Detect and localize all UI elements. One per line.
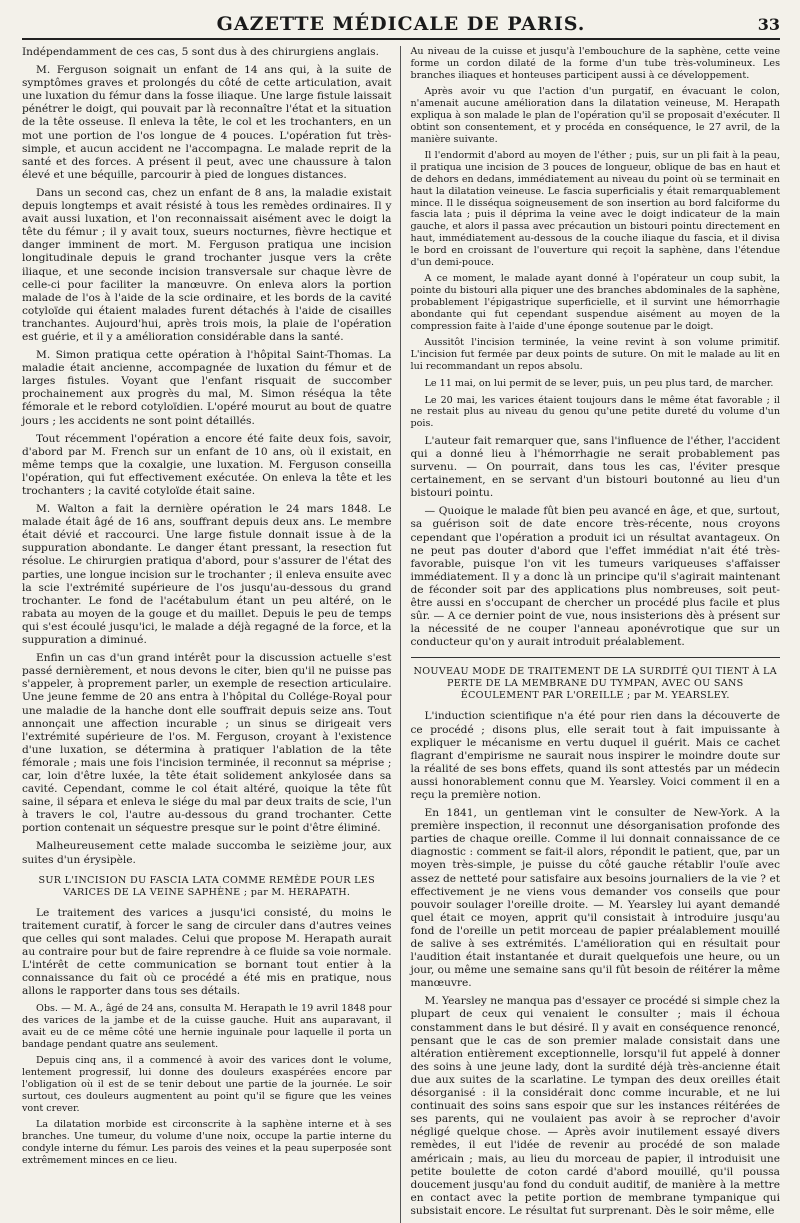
page-number: 33 [757,14,780,34]
journal-title: GAZETTE MÉDICALE DE PARIS. [216,13,586,35]
paragraph: Aussitôt l'incision terminée, la veine revint à son volume primitif. L'incision fut fermée par deux points de suture. On mit le malade au lit en lui recommandant un repos absolu. [410,337,780,372]
paragraph: Enfin un cas d'un grand intérêt pour la discussion actuelle s'est passé dernièrement, et nous devons le citer, bien qu'il ne puisse pas s'appeler, à proprement parler, un exemple de resection articulaire. Une jeune femme de 20 ans entra à l'hôpital du Collége-Royal pour une maladie de la hanche dont elle souffrait depuis seize ans. Tout annonçait une affection incurable ; un sinus se dirigeait vers l'extrémité supérieure de l'os. M. Ferguson, croyant à l'existence d'une luxation, se détermina à pratiquer l'ablation de la tête fémorale ; mais une fois l'incision terminée, il reconnut sa méprise ; car, loin d'être luxée, la tête était solidement ankylosée dans sa cavité. Cependant, comme le col était altéré, quoique la tête fût saine, il sépara et enleva le siége du mal par deux traits de scie, l'un à travers le col, l'autre au-dessous du grand trochanter. Cette portion contenait un séquestre presque sur le point d'être éliminé. [22,652,392,835]
paragraph: L'auteur fait remarquer que, sans l'influence de l'éther, l'accident qui a donné lieu à l'hémorrhagie ne serait probablement pas survenu. — On pourrait, dans tous les cas, l'éviter presque certainement, en se servant d'un bistouri boutonné au lieu d'un bistouri pointu. [410,434,780,500]
paragraph: L'induction scientifique n'a été pour rien dans la découverte de ce procédé ; disons plus, elle serait tout à fait impuissante à expliquer le mécanisme en vertu duquel il guérit. Mais ce cachet flagrant d'empirisme ne saurait nous inspirer le moindre doute sur la réalité de ses bons effets, quand ils sont attestés par un médecin aussi honorablement connu que M. Yearsley. Voici comment il en a reçu la première notion. [410,710,780,801]
paragraph: M. Yearsley ne manqua pas d'essayer ce procédé si simple chez la plupart de ceux qui venaient le consulter ; mais il échoua constamment dans le but désiré. Il y avait en conséquence renoncé, pensant que le cas de son premier malade consistait dans une altération entièrement exceptionnelle, lorsqu'il fut appelé à donner des soins à une jeune lady, dont la surdité déjà très-ancienne était due aux suites de la scarlatine. Le tympan des deux oreilles était désorganisé : il la considérait donc comme incurable, et ne lui continuait des soins sans espoir que sur les instances réitérées de ses parents, qui ne voulaient pas avoir à se reprocher d'avoir négligé quelque chose. — Après avoir inutilement essayé divers remèdes, il eut l'idée de revenir au procédé de son malade américain ; mais, au lieu du morceau de papier, il introduisit une petite boulette de coton cardé d'abord mouillé, qu'il poussa doucement jusqu'au fond du conduit auditif, de manière à la mettre en contact avec la petite portion de membrane tympanique qui subsistait encore. Le résultat fut surprenant. Dès le soir même, elle [410,995,780,1217]
paragraph: M. Ferguson soignait un enfant de 14 ans qui, à la suite de symptômes graves et prolongés du côté de cette articulation, avait une luxation du fémur dans la fosse iliaque. Une large fistule laissait pénétrer le doigt, qui pouvait par là reconnaître l'état et la situation de la tête osseuse. Il enleva la tête, le col et les trochanters, en un mot une portion de l'os longue de 4 pouces. L'opération fut très-simple, et aucun accident ne l'accompagna. Le malade reprit de la santé et des forces. A présent il peut, avec une chaussure à talon élevé et une béquille, parcourir à pied de longues distances. [22,64,392,181]
paragraph: Malheureusement cette malade succomba le seizième jour, aux suites d'un érysipèle. [22,840,392,866]
section-title: SUR L'INCISION DU FASCIA LATA COMME REMÈDE POUR LES VARICES DE LA VEINE SAPHÈNE ; par M. HERAPATH. [38,874,375,898]
paragraph: A ce moment, le malade ayant donné à l'opérateur un coup subit, la pointe du bistouri alla piquer une des branches abdominales de la saphène, probablement l'épigastrique superficielle, et il survint une hémorrhagie abondante qui fut cependant suspendue aisément au moyen de la compression faite à l'aide d'une éponge soutenue par le doigt. [410,273,780,332]
paragraph: Au niveau de la cuisse et jusqu'à l'embouchure de la saphène, cette veine forme un cordon dilaté de la forme d'un tube très-volumineux. Les branches iliaques et honteuses participent aussi à ce développement. [410,46,780,81]
section-title: NOUVEAU MODE DE TRAITEMENT DE LA SURDITÉ QUI TIENT À LA PERTE DE LA MEMBRANE DU TYMPAN, AVEC OU SANS ÉCOULEMENT PAR L'OREILLE ; par M. YEARSLEY. [413,666,777,702]
section-author: par M. HERAPATH. [250,886,351,898]
paragraph: Depuis cinq ans, il a commencé à avoir des varices dont le volume, lentement progressif, lui donne des douleurs exaspérées encore par l'obligation où il est de se tenir debout une partie de la journée. Le soir surtout, ces douleurs augmentent au point qu'il se figure que les veines vont crever. [22,1055,392,1114]
paragraph: Obs. — M. A., âgé de 24 ans, consulta M. Herapath le 19 avril 1848 pour des varices de la jambe et de la cuisse gauche. Huit ans auparavant, il avait eu de ce même côté une hernie inguinale pour laquelle il porta un bandage pendant quatre ans seulement. [22,1003,392,1050]
paragraph: Dans un second cas, chez un enfant de 8 ans, la maladie existait depuis longtemps et avait résisté à tous les remèdes ordinaires. Il y avait aussi luxation, et l'on reconnaissait aisément avec le doigt la tête du fémur ; il y avait toux, sueurs nocturnes, fièvre hectique et danger imminent de mort. M. Ferguson pratiqua une incision longitudinale depuis le grand trochanter jusque vers la crête iliaque, et une seconde incision transversale sur chaque lèvre de celle-ci pour faciliter la manœuvre. On enleva alors la portion malade de l'os à l'aide de la scie ordinaire, et les bords de la cavité cotyloïde qui étaient malades furent détachés à l'aide de cisailles tranchantes. Aujourd'hui, après trois mois, la plaie de l'opération est guérie, et il y a amélioration considérable dans la santé. [22,186,392,343]
paragraph: Tout récemment l'opération a encore été faite deux fois, savoir, d'abord par M. French sur un enfant de 10 ans, où il existait, en même temps que la coxalgie, une luxation. M. Ferguson conseilla l'opération, qui fut effectivement exécutée. On enleva la tête et les trochanters ; la cavité cotyloïde était saine. [22,432,392,497]
observation-continued [411,46,781,430]
paragraph: Le traitement des varices a jusqu'ici consisté, du moins le traitement curatif, à forcer le sang de circuler dans d'autres veines que celles qui sont malades. Celui que propose M. Herapath aurait au contraire pour but de faire reprendre à ce fluide sa voie normale. L'intérêt de cette communication se bornant tout entier à la connaissance du fait où ce procédé a été mis en pratique, nous allons le rapporter dans tous ses détails. [22,906,392,998]
paragraph: — Quoique le malade fût bien peu avancé en âge, et que, surtout, sa guérison soit de date encore très-récente, nous croyons cependant que l'opération a produit ici un résultat avantageux. On ne peut pas douter d'abord que l'effet immédiat n'ait été très-favorable, puisque l'on vit les tumeurs variqueuses s'affaisser immédiatement. Il y a donc là un principe qu'il s'agirait maintenant de féconder soit par des applications plus nombreuses, soit peut-être aussi en s'occupant de chercher un procédé plus facile et plus sûr. — A ce dernier point de vue, nous insisterions dès à présent sur la nécessité de ne couper l'anneau aponévrotique que sur un conducteur qu'on y aurait introduit préalablement. [410,505,780,649]
paragraph: Après avoir vu que l'action d'un purgatif, en évacuant le colon, n'amenait aucune amélioration dans la dilatation veineuse, M. Herapath expliqua à son malade le plan de l'opération qu'il se proposait d'exécuter. Il obtint son consentement, et y procéda en conséquence, le 27 avril, de la manière suivante. [410,86,780,145]
section-divider [411,657,781,658]
paragraph: Le 11 mai, on lui permit de se lever, puis, un peu plus tard, de marcher. [424,377,774,389]
columns [22,46,780,1223]
paragraph: M. Walton a fait la dernière opération le 24 mars 1848. Le malade était âgé de 16 ans, souffrant depuis deux ans. Le membre était dévié et raccourci. Une large fistule donnait issue à de la suppuration abondante. Le danger étant pressant, la resection fut résolue. Le chirurgien pratiqua d'abord, pour s'assurer de l'état des parties, une longue incision sur le trochanter ; il enleva ensuite avec la scie l'extrémité supérieure de l'os jusqu'au-dessous du grand trochanter. Le fond de l'acétabulum étant un peu altéré, on le rabata au moyen de la gouge et du maillet. Depuis le peu de temps qui s'est écoulé jusqu'ici, le malade a déjà regagné de la force, et la suppuration a diminué. [22,503,392,647]
page-header [22,10,780,40]
paragraph: Il l'endormit d'abord au moyen de l'éther ; puis, sur un pli fait à la peau, il pratiqua une incision de 3 pouces de longueur, oblique de bas en haut et de dehors en dedans, immédiatement au niveau du point où se terminait en haut la dilatation veineuse. Le fascia superficialis y était remarquablement mince. Il le disséqua soigneusement de son insertion au bord falciforme du fascia lata ; puis il déprima la veine avec le doigt indicateur de la main gauche, et alors il passa avec précaution un bistouri pointu directement en haut, immédiatement au-dessous de la couche iliaque du fascia, et il divisa le bord en croissant de l'ouverture qui reçoit la saphène, dans l'étendue d'un demi-pouce. [410,150,780,268]
observation-block [22,1003,392,1166]
section-author: par M. YEARSLEY. [633,690,730,702]
paragraph: La dilatation morbide est circonscrite à la saphène interne et à ses branches. Une tumeur, du volume d'une noix, occupe la partie interne du condyle interne du fémur. Les parois des veines et la peau superposée sont extrêmement minces en ce lieu. [22,1119,392,1166]
paragraph: M. Simon pratiqua cette opération à l'hôpital Saint-Thomas. La maladie était ancienne, accompagnée de luxation du fémur et de larges fistules. Voyant que l'enfant risquait de succomber prochainement aux progrès du mal, M. Simon réséqua la tête fémorale et le rebord cotyloïdien. L'opéré mourut au bout de quatre jours ; les accidents ne sont point détaillés. [22,349,392,427]
right-column [411,46,781,1223]
left-column [22,46,401,1223]
paragraph: En 1841, un gentleman vint le consulter de New-York. A la première inspection, il reconnut une désorganisation profonde des parties de chaque oreille. Comme il lui donnait connaissance de ce diagnostic : comment se fait-il alors, répondit le patient, que, par un moyen très-simple, je puisse du côté gauche rétablir l'ouïe avec assez de netteté pour satisfaire aux besoins journaliers de la vie ? et effectivement je ne viens vous demander vos conseils que pour pouvoir soulager l'oreille droite. — M. Yearsley lui ayant demandé quel était ce moyen, apprit qu'il consistait à introduire jusqu'au fond de l'oreille un petit morceau de papier préalablement mouillé de salive à ses extrémités. L'amélioration qui en résultait pour l'audition était instantanée et durait quelquefois une heure, ou un jour, ou même une semaine sans qu'il fût besoin de réitérer la même manœuvre. [410,807,780,990]
paragraph: Indépendamment de ces cas, 5 sont dus à des chirurgiens anglais. [22,46,379,58]
paragraph: Le 20 mai, les varices étaient toujours dans le même état favorable ; il ne restait plus au niveau du genou qu'une petite dureté du volume d'un pois. [410,394,780,430]
